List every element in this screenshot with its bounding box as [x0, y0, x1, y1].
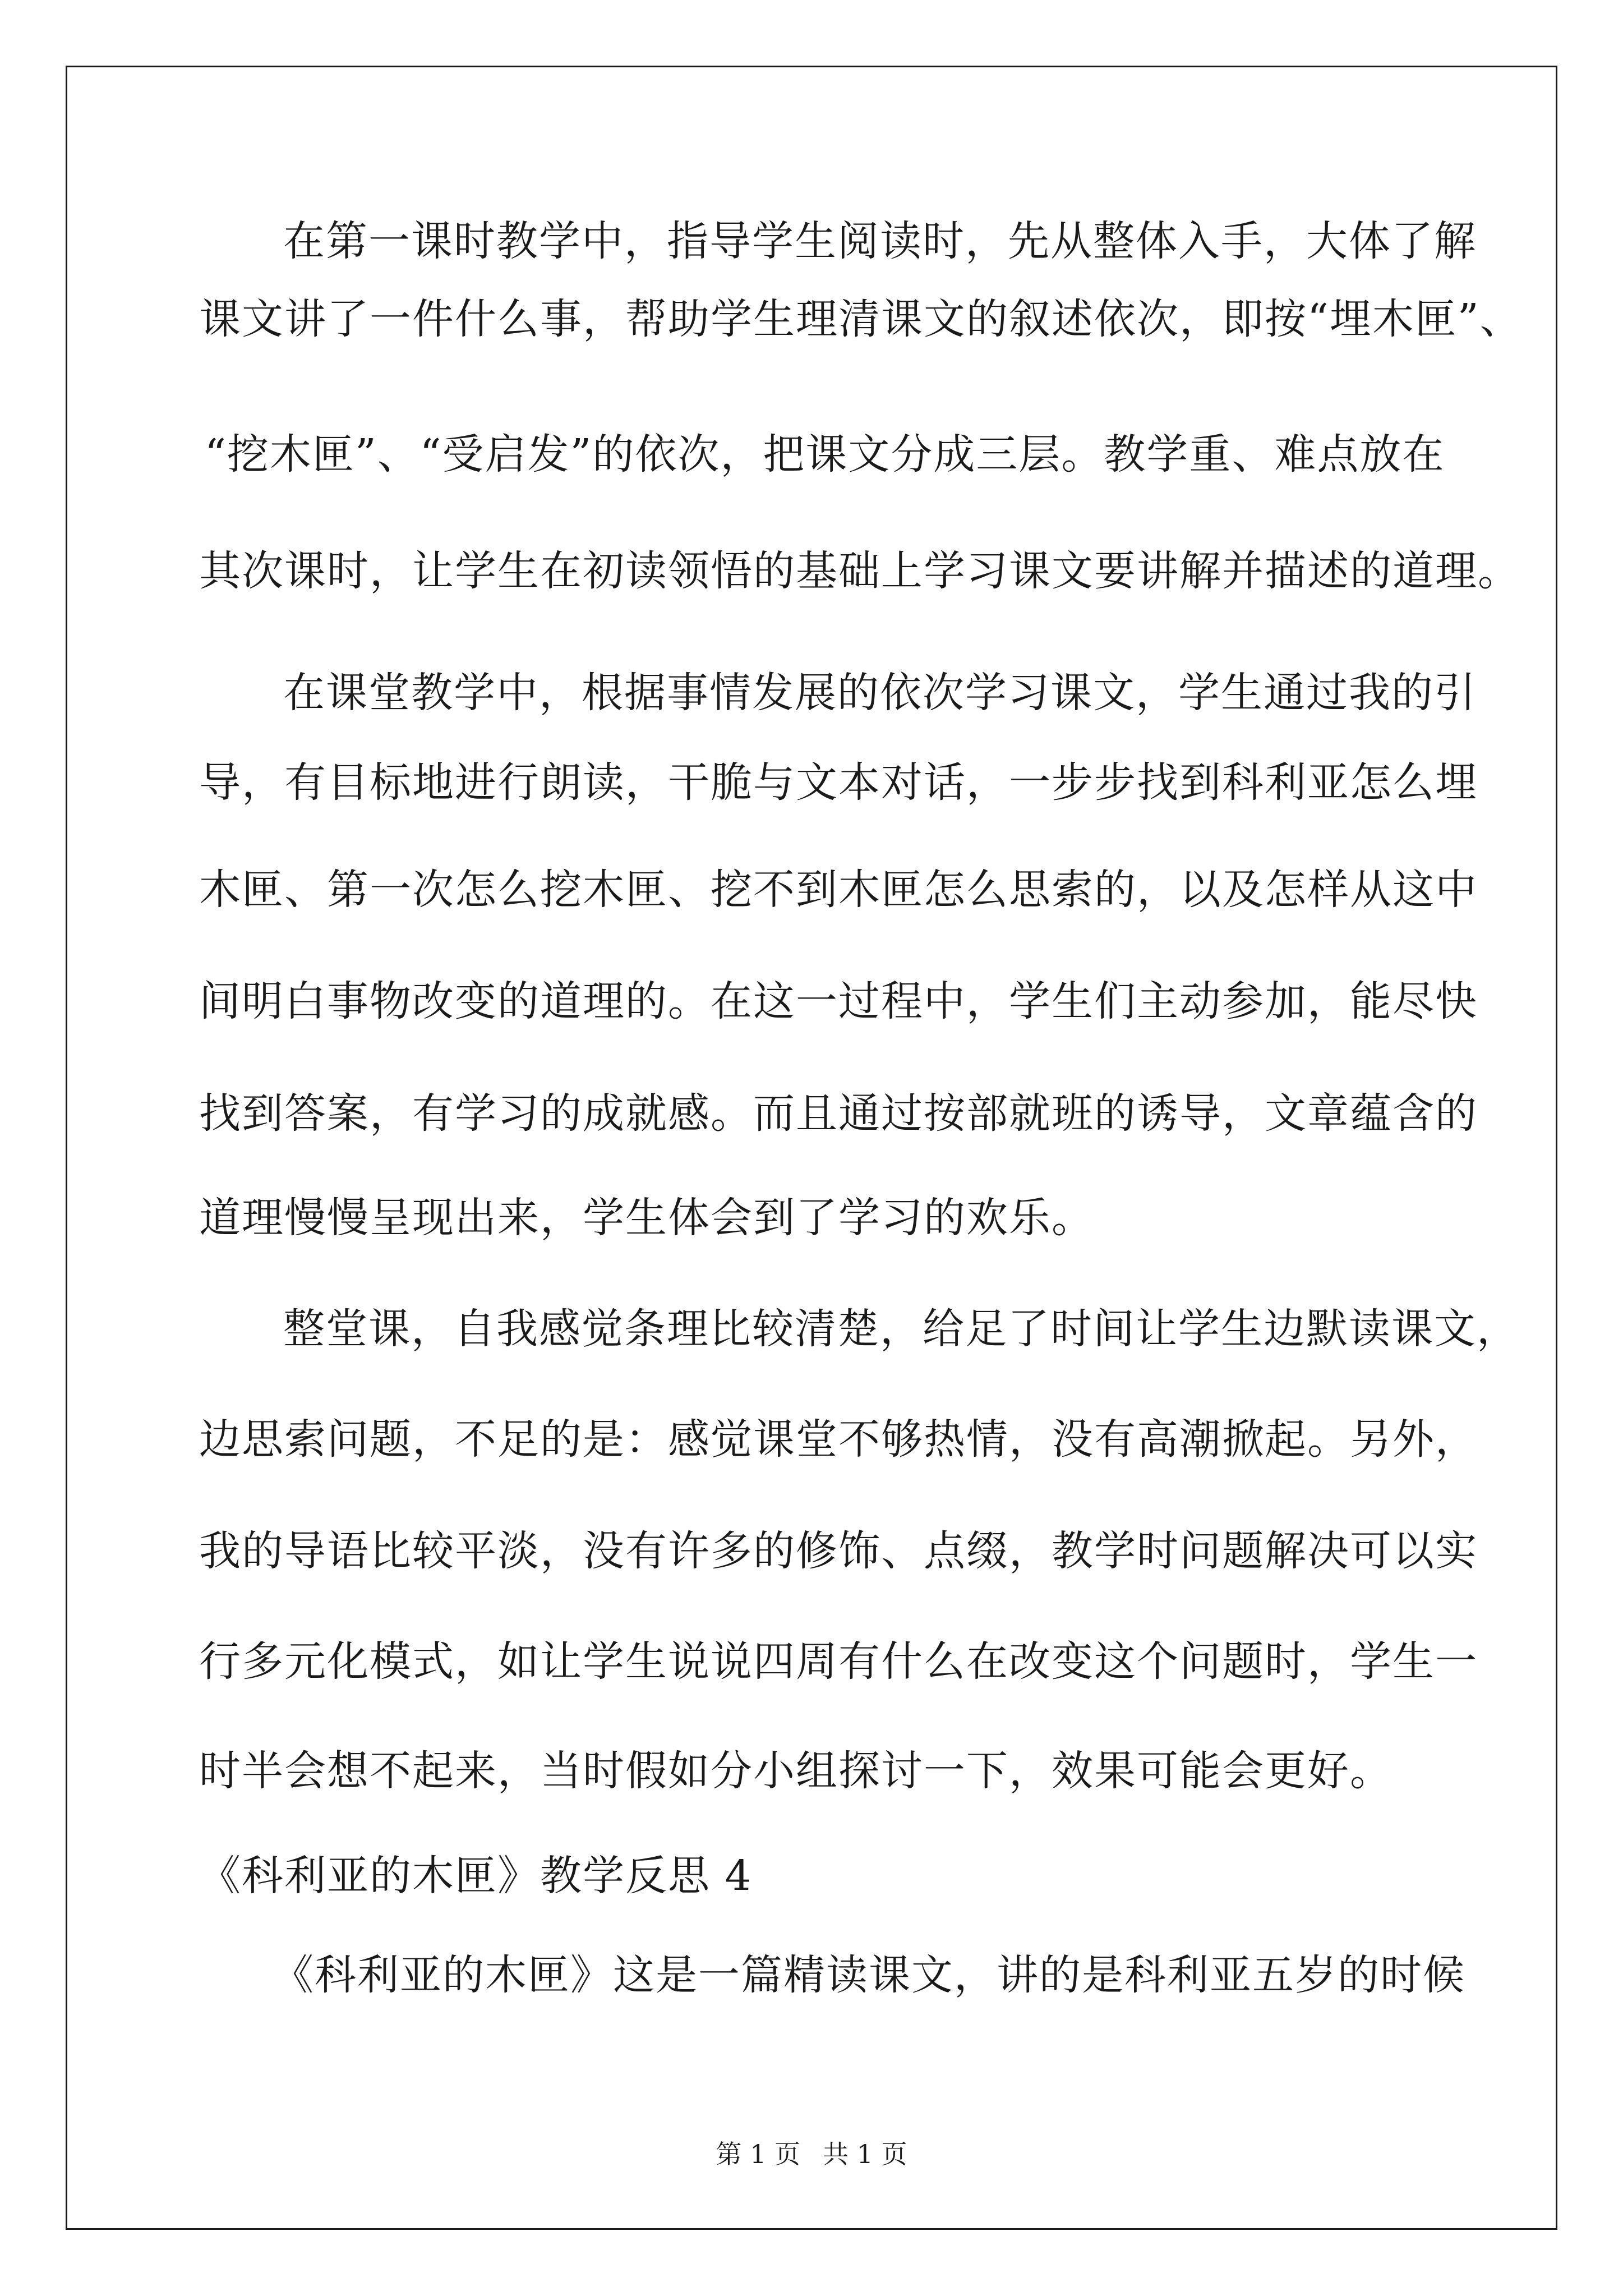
text-line: 导，有目标地进行朗读，干脆与文本对话，一步步找到科利亚怎么埋 — [199, 758, 1478, 807]
page-number: 第 1 页 — [716, 2139, 800, 2169]
text-line: 木匣、第一次怎么挖木匣、挖不到木匣怎么思索的，以及怎样从这中 — [199, 866, 1478, 914]
total-pages: 共 1 页 — [823, 2139, 907, 2169]
text-line: 在课堂教学中，根据事情发展的依次学习课文，学生通过我的引 — [283, 669, 1477, 717]
text-line: 边思索问题，不足的是：感觉课堂不够热情，没有高潮掀起。另外， — [199, 1415, 1478, 1464]
text-line: 其次课时，让学生在初读领悟的基础上学习课文要讲解并描述的道理。 — [199, 547, 1520, 595]
text-line: 《科利亚的木匣》这是一篇精读课文，讲的是科利亚五岁的时候 — [272, 1951, 1465, 1999]
section-heading: 《科利亚的木匣》教学反思 4 — [199, 1852, 753, 1900]
page-footer — [0, 2137, 1623, 2171]
text-line: 时半会想不起来，当时假如分小组探讨一下，效果可能会更好。 — [199, 1747, 1393, 1795]
text-line: 行多元化模式，如让学生说说四周有什么在改变这个问题时，学生一 — [199, 1637, 1478, 1686]
page-border — [66, 66, 1557, 2230]
text-line: 课文讲了一件什么事，帮助学生理清课文的叙述依次，即按“埋木匣”、 — [199, 295, 1523, 343]
text-line: 整堂课，自我感觉条理比较清楚，给足了时间让学生边默读课文， — [283, 1305, 1519, 1353]
text-line: 找到答案，有学习的成就感。而且通过按部就班的诱导，文章蕴含的 — [199, 1089, 1478, 1138]
text-line: 道理慢慢呈现出来，学生体会到了学习的欢乐。 — [199, 1194, 1094, 1242]
text-line: 间明白事物改变的道理的。在这一过程中，学生们主动参加，能尽快 — [199, 977, 1478, 1025]
text-line: 我的导语比较平淡，没有许多的修饰、点缀，教学时问题解决可以实 — [199, 1527, 1478, 1575]
text-line: 在第一课时教学中，指导学生阅读时，先从整体入手，大体了解 — [283, 217, 1477, 265]
text-line: “挖木匣”、“受启发”的依次，把课文分成三层。教学重、难点放在 — [205, 430, 1445, 478]
